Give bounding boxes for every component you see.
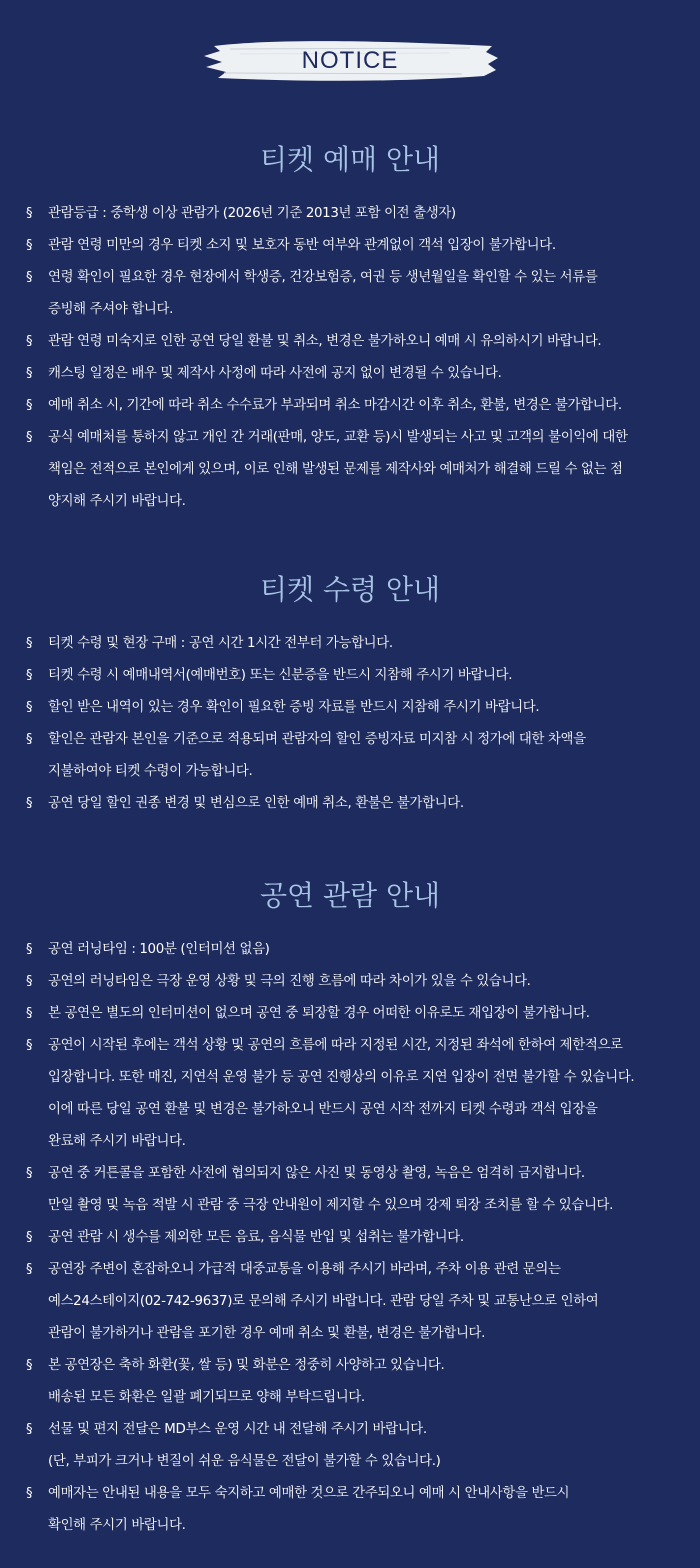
list-item-text: 공연 관람 시 생수를 제외한 모든 음료, 음식물 반입 및 섭취는 불가합니다. <box>48 1230 464 1245</box>
section-title: 티켓 예매 안내 <box>259 143 441 176</box>
section-bullet-icon: § <box>26 398 33 413</box>
list-item <box>0 358 700 390</box>
section-bullet-icon: § <box>26 334 33 349</box>
list-item <box>0 692 700 724</box>
section-bullet-icon: § <box>26 1358 33 1373</box>
list-item-text: 공연 러닝타임 : 100분 (인터미션 없음) <box>48 942 270 957</box>
section-bullet-icon: § <box>26 206 33 221</box>
section-bullet-icon: § <box>26 1262 33 1277</box>
section-title: 공연 관람 안내 <box>259 879 441 912</box>
section-bullet-icon: § <box>26 974 33 989</box>
section-bullet-icon: § <box>26 1038 33 1053</box>
list-item-text: 지불하여야 티켓 수령이 가능합니다. <box>48 764 253 779</box>
list-item-text: 본 공연은 별도의 인터미션이 없으며 공연 중 퇴장할 경우 어떠한 이유로도 재입장이 불가합니다. <box>48 1006 590 1021</box>
list-item <box>0 998 700 1030</box>
list-item-text: 관람이 불가하거나 관람을 포기한 경우 예매 취소 및 환불, 변경은 불가합니다. <box>48 1326 486 1341</box>
notice-list <box>0 934 700 1542</box>
list-item <box>0 422 700 518</box>
section-bullet-icon: § <box>26 796 33 811</box>
list-item-text: 선물 및 편지 전달은 MD부스 운영 시간 내 전달해 주시기 바랍니다. <box>48 1422 427 1437</box>
list-item <box>0 966 700 998</box>
section-bullet-icon: § <box>26 430 33 445</box>
section-bullet-icon: § <box>26 732 33 747</box>
list-item <box>0 1030 700 1158</box>
section-bullet-icon: § <box>26 700 33 715</box>
list-item <box>0 628 700 660</box>
list-item <box>0 660 700 692</box>
section-bullet-icon: § <box>26 1006 33 1021</box>
list-item-text: 예매자는 안내된 내용을 모두 숙지하고 예매한 것으로 간주되오니 예매 시 안내사항을 반드시 <box>48 1486 570 1501</box>
list-item-text: 증빙해 주셔야 합니다. <box>48 302 173 317</box>
list-item-text: 입장합니다. 또한 매진, 지연석 운영 불가 등 공연 진행상의 이유로 지연 입장이 전면 불가할 수 있습니다. <box>48 1070 635 1085</box>
list-item-text: 할인은 관람자 본인을 기준으로 적용되며 관람자의 할인 증빙자료 미지참 시 정가에 대한 차액을 <box>48 732 586 747</box>
section-viewing-guide <box>0 876 700 1542</box>
list-item-text: 완료해 주시기 바랍니다. <box>48 1134 186 1149</box>
list-item-text: 관람 연령 미만의 경우 티켓 소지 및 보호자 동반 여부와 관계없이 객석 입장이 불가합니다. <box>48 238 556 253</box>
section-ticket-booking <box>0 140 700 518</box>
list-item-text: 공연의 러닝타임은 극장 운영 상황 및 극의 진행 흐름에 따라 차이가 있을 수 있습니다. <box>48 974 531 989</box>
list-item-text: 만일 촬영 및 녹음 적발 시 관람 중 극장 안내원이 제지할 수 있으며 강제 퇴장 조치를 할 수 있습니다. <box>48 1198 614 1213</box>
section-bullet-icon: § <box>26 942 33 957</box>
section-bullet-icon: § <box>26 1486 33 1501</box>
list-item-text: 확인해 주시기 바랍니다. <box>48 1518 186 1533</box>
list-item <box>0 1414 700 1478</box>
list-item <box>0 1350 700 1414</box>
list-item-text: 배송된 모든 화환은 일괄 폐기되므로 양해 부탁드립니다. <box>48 1390 365 1405</box>
list-item <box>0 1158 700 1222</box>
list-item <box>0 390 700 422</box>
list-item <box>0 724 700 788</box>
list-item-text: 관람 연령 미숙지로 인한 공연 당일 환불 및 취소, 변경은 불가하오니 예매 시 유의하시기 바랍니다. <box>48 334 602 349</box>
list-item-text: 할인 받은 내역이 있는 경우 확인이 필요한 증빙 자료를 반드시 지참해 주시기 바랍니다. <box>48 700 540 715</box>
list-item-text: 공연 당일 할인 권종 변경 및 변심으로 인한 예매 취소, 환불은 불가합니다. <box>48 796 464 811</box>
section-bullet-icon: § <box>26 1230 33 1245</box>
list-item-text: (단, 부피가 크거나 변질이 쉬운 음식물은 전달이 불가할 수 있습니다.) <box>48 1454 441 1469</box>
notice-title: NOTICE <box>301 47 399 74</box>
list-item-text: 티켓 수령 시 예매내역서(예매번호) 또는 신분증을 반드시 지참해 주시기 바랍니다. <box>48 668 513 683</box>
list-item <box>0 230 700 262</box>
list-item-text: 이에 따른 당일 공연 환불 및 변경은 불가하오니 반드시 공연 시작 전까지 티켓 수령과 객석 입장을 <box>48 1102 598 1117</box>
list-item-text: 공연장 주변이 혼잡하오니 가급적 대중교통을 이용해 주시기 바라며, 주차 이용 관련 문의는 <box>48 1262 561 1277</box>
section-bullet-icon: § <box>26 1166 33 1181</box>
section-bullet-icon: § <box>26 238 33 253</box>
notice-banner <box>200 36 500 86</box>
list-item-text: 캐스팅 일정은 배우 및 제작사 사정에 따라 사전에 공지 없이 변경될 수 있습니다. <box>48 366 502 381</box>
list-item-text: 관람등급 : 중학생 이상 관람가 (2026년 기준 2013년 포함 이전 출생자) <box>48 206 456 221</box>
list-item <box>0 934 700 966</box>
list-item <box>0 262 700 326</box>
section-bullet-icon: § <box>26 366 33 381</box>
list-item <box>0 1254 700 1350</box>
notice-list <box>0 198 700 518</box>
section-title: 티켓 수령 안내 <box>259 573 441 606</box>
list-item-text: 책임은 전적으로 본인에게 있으며, 이로 인해 발생된 문제를 제작사와 예매처가 해결해 드릴 수 없는 점 <box>48 462 623 477</box>
list-item-text: 공식 예매처를 통하지 않고 개인 간 거래(판매, 양도, 교환 등)시 발생되는 사고 및 고객의 불이익에 대한 <box>48 430 628 445</box>
section-bullet-icon: § <box>26 636 33 651</box>
list-item-text: 티켓 수령 및 현장 구매 : 공연 시간 1시간 전부터 가능합니다. <box>48 636 393 651</box>
section-bullet-icon: § <box>26 1422 33 1437</box>
list-item <box>0 788 700 820</box>
list-item-text: 본 공연장은 축하 화환(꽃, 쌀 등) 및 화분은 정중히 사양하고 있습니다. <box>48 1358 445 1373</box>
list-item <box>0 198 700 230</box>
list-item-text: 양지해 주시기 바랍니다. <box>48 494 186 509</box>
list-item-text: 연령 확인이 필요한 경우 현장에서 학생증, 건강보험증, 여권 등 생년월일을 확인할 수 있는 서류를 <box>48 270 598 285</box>
list-item-text: 공연 중 커튼콜을 포함한 사전에 협의되지 않은 사진 및 동영상 촬영, 녹음은 엄격히 금지합니다. <box>48 1166 585 1181</box>
notice-list <box>0 628 700 820</box>
list-item <box>0 326 700 358</box>
section-ticket-pickup <box>0 570 700 820</box>
list-item-text: 공연이 시작된 후에는 객석 상황 및 공연의 흐름에 따라 지정된 시간, 지정된 좌석에 한하여 제한적으로 <box>48 1038 623 1053</box>
section-bullet-icon: § <box>26 668 33 683</box>
list-item <box>0 1222 700 1254</box>
list-item-text: 예매 취소 시, 기간에 따라 취소 수수료가 부과되며 취소 마감시간 이후 취소, 환불, 변경은 불가합니다. <box>48 398 622 413</box>
list-item <box>0 1478 700 1542</box>
section-bullet-icon: § <box>26 270 33 285</box>
list-item-text: 예스24스테이지(02-742-9637)로 문의해 주시기 바랍니다. 관람 당일 주차 및 교통난으로 인하여 <box>48 1294 599 1309</box>
